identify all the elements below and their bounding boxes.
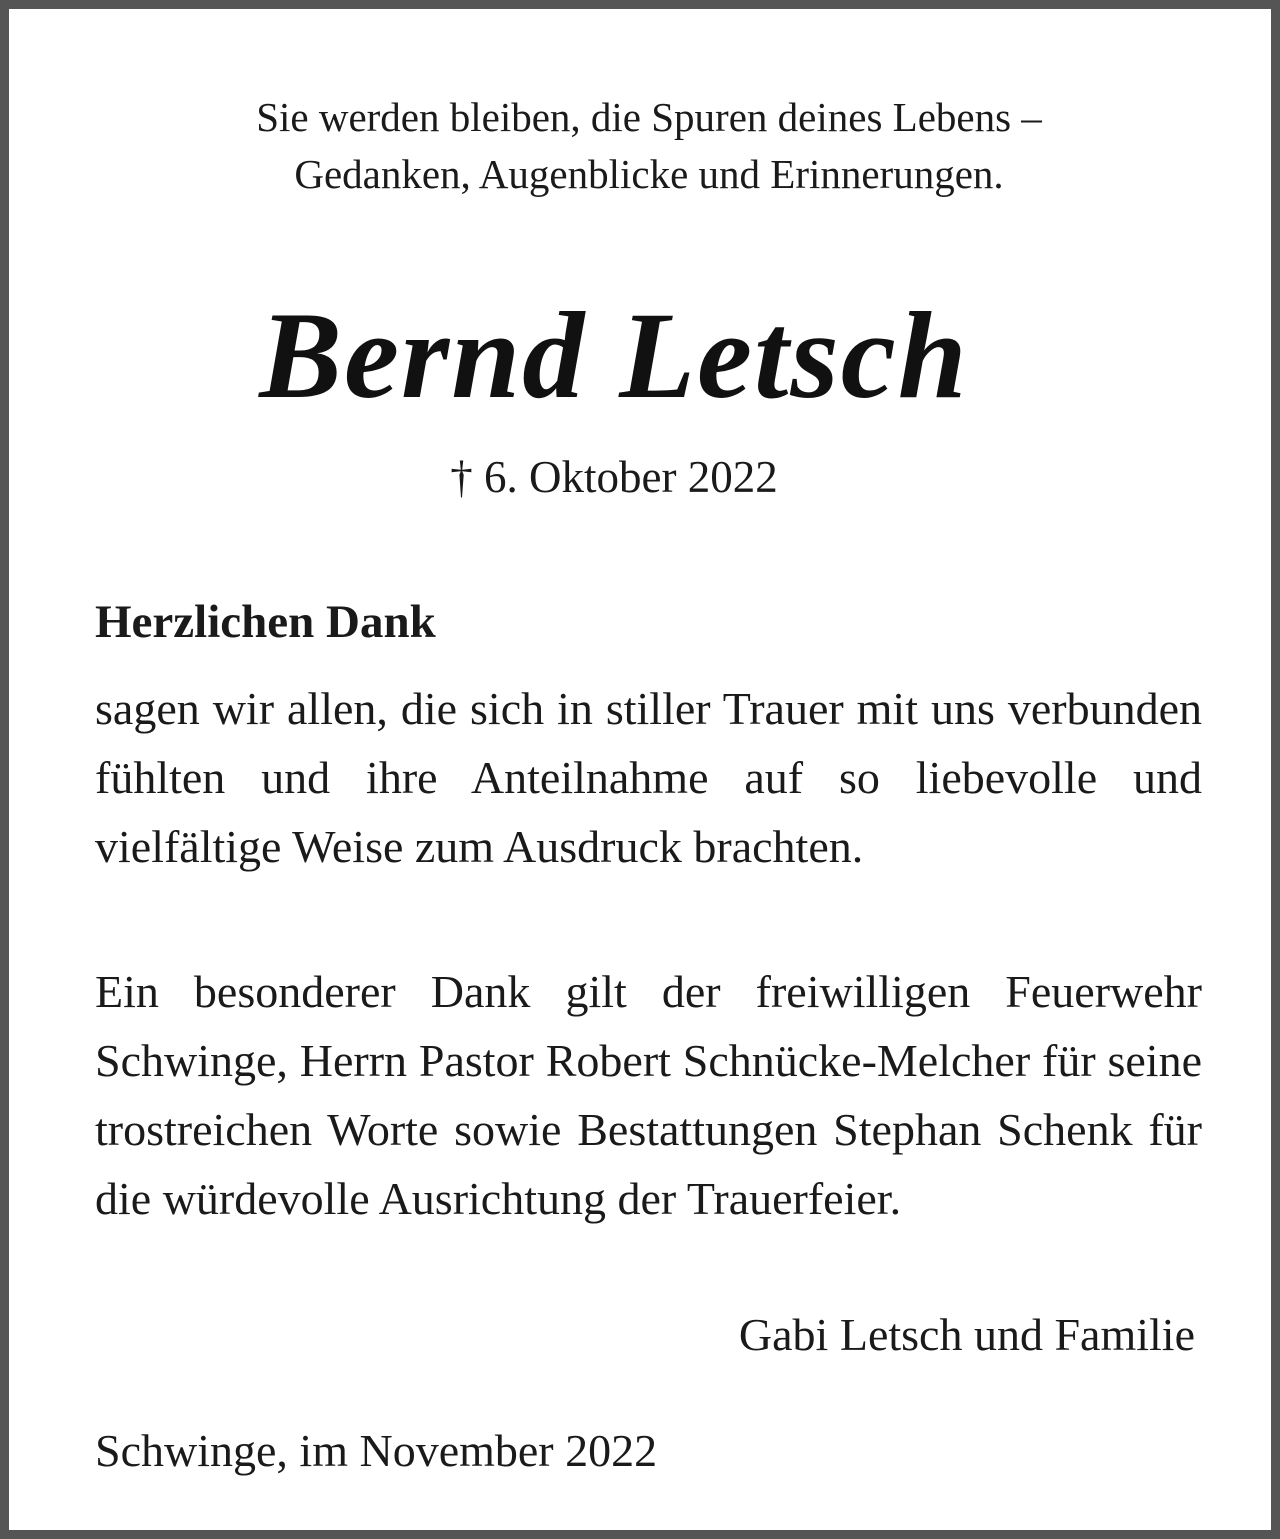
death-date: † 6. Oktober 2022 [450, 452, 778, 502]
deceased-name: Bernd Letsch [259, 287, 969, 424]
signature: Gabi Letsch und Familie [738, 1309, 1195, 1360]
thanks-heading: Herzlichen Dank [95, 596, 436, 648]
motto-quote [9, 89, 1280, 203]
motto-line-1: Sie werden bleiben, die Spuren deines Lebens – [256, 94, 1042, 140]
place-and-date: Schwinge, im November 2022 [95, 1425, 658, 1476]
thanks-paragraph-1: sagen wir allen, die sich in stiller Trauer mit uns verbunden fühlten und ihre Anteilnahme auf so liebevolle und vielfältige Weise zum Ausdruck brachten. [95, 683, 1202, 872]
motto-line-2: Gedanken, Augenblicke und Erinnerungen. [294, 151, 1004, 197]
thanks-paragraph-2: Ein besonderer Dank gilt der freiwilligen Feuerwehr Schwinge, Herrn Pastor Robert Schnücke-Melcher für seine trostreichen Worte sowie Bestattungen Stephan Schenk für die würdevolle Ausrichtung der Trauerfeier. [95, 966, 1202, 1224]
